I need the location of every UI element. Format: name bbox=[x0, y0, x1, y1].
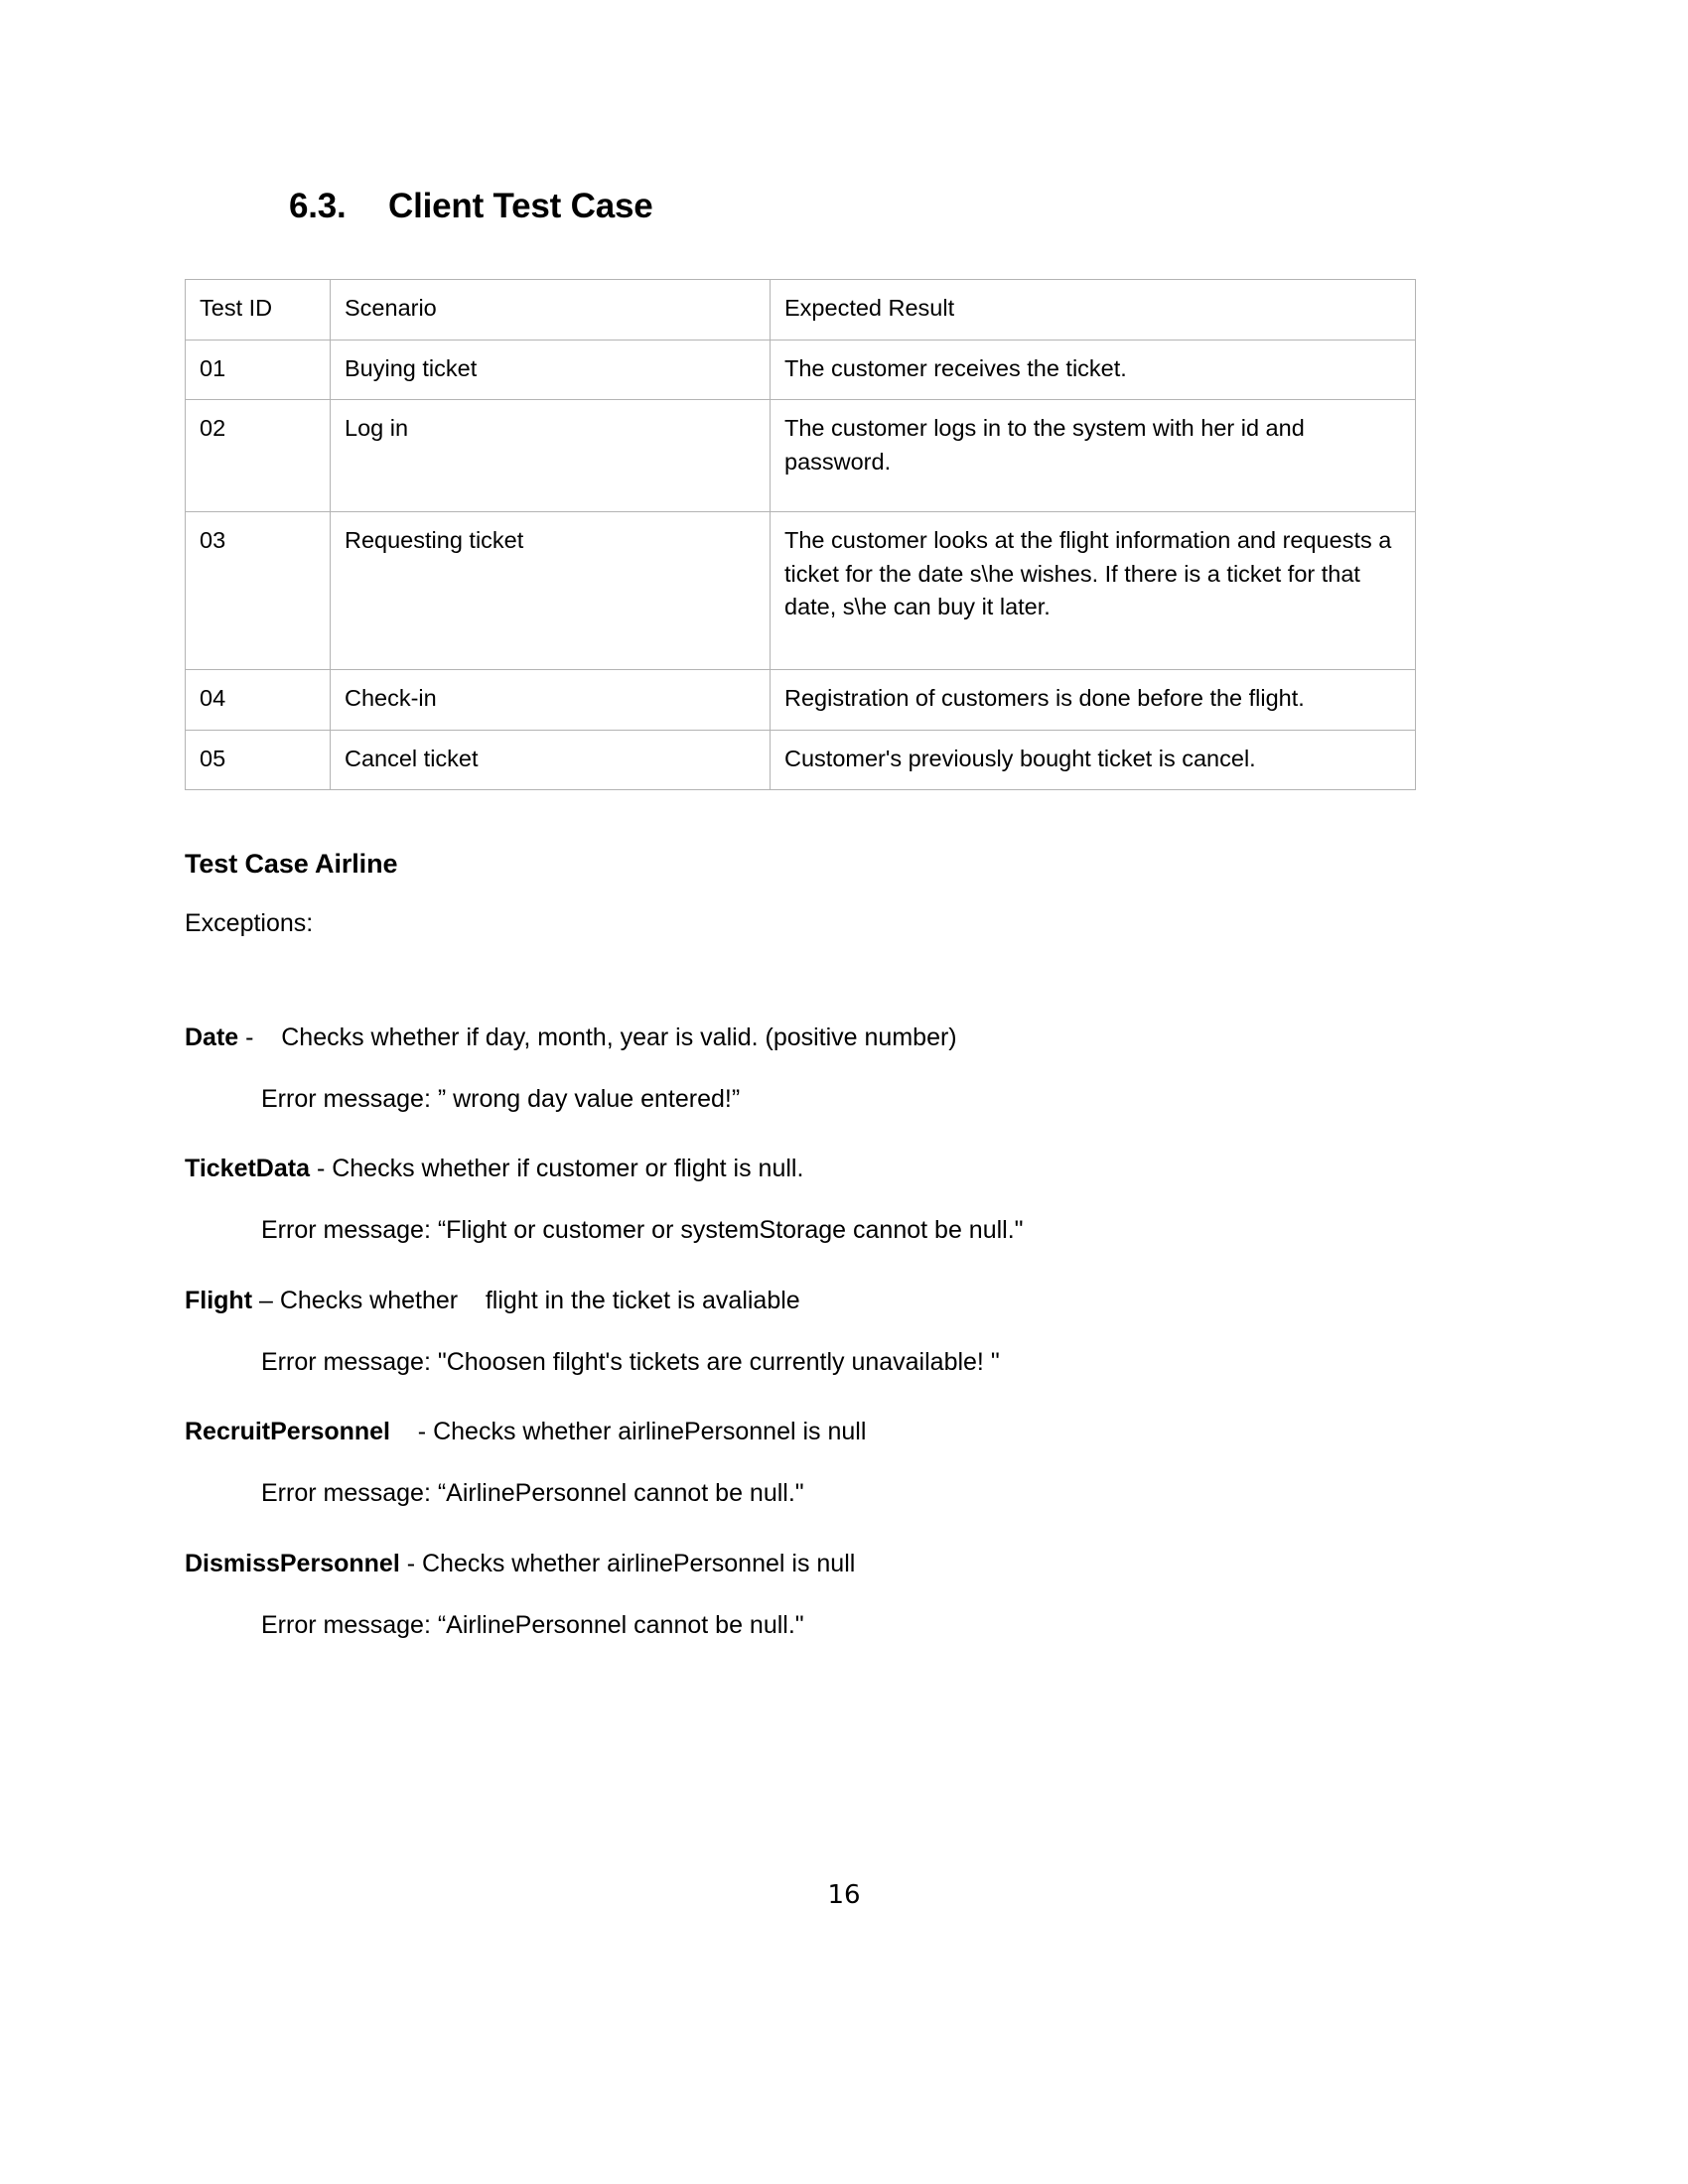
exception-description: Checks whether if day, month, year is valid. (positive number) bbox=[281, 1023, 957, 1051]
error-message-label: Error message: bbox=[261, 1084, 438, 1113]
error-message-text: ” wrong day value entered!” bbox=[437, 1084, 741, 1113]
cell-expected-result: The customer receives the ticket. bbox=[771, 340, 1416, 400]
cell-scenario: Check-in bbox=[331, 670, 771, 731]
exception-error-line bbox=[185, 1186, 1416, 1248]
cell-scenario: Cancel ticket bbox=[331, 730, 771, 790]
column-header-scenario: Scenario bbox=[331, 280, 771, 341]
exception-separator: - bbox=[310, 1155, 333, 1183]
subsection-heading-test-case-airline: Test Case Airline bbox=[185, 849, 398, 880]
exception-name: DismissPersonnel bbox=[185, 1549, 400, 1577]
error-message-text: "Choosen filght's tickets are currently unavailable! " bbox=[437, 1347, 1000, 1376]
error-message-text: “AirlinePersonnel cannot be null." bbox=[437, 1479, 804, 1508]
exception-entry-ticketdata bbox=[185, 1117, 1416, 1249]
error-message-label: Error message: bbox=[261, 1610, 438, 1639]
cell-expected-result: The customer looks at the flight information and requests a ticket for the date s\he wishes. If there is a ticket for that date, s\he can buy it later. bbox=[771, 512, 1416, 670]
table-row bbox=[186, 730, 1416, 790]
table-row bbox=[186, 670, 1416, 731]
cell-test-id: 05 bbox=[186, 730, 331, 790]
exceptions-intro-label: Exceptions: bbox=[185, 909, 314, 938]
cell-scenario: Requesting ticket bbox=[331, 512, 771, 670]
exception-entry-flight bbox=[185, 1249, 1416, 1381]
page-title bbox=[185, 0, 1416, 226]
exception-title-line bbox=[185, 1020, 1416, 1055]
exception-error-line bbox=[185, 1449, 1416, 1511]
exception-separator: – bbox=[252, 1286, 280, 1314]
section-title: Client Test Case bbox=[388, 187, 653, 225]
exception-name: Date bbox=[185, 1023, 239, 1051]
cell-test-id: 04 bbox=[186, 670, 331, 731]
cell-expected-result: Registration of customers is done before the flight. bbox=[771, 670, 1416, 731]
section-number: 6.3. bbox=[289, 187, 347, 225]
exception-separator: - bbox=[399, 1549, 422, 1577]
exception-description: Checks whether flight in the ticket is avaliable bbox=[279, 1286, 800, 1314]
exception-error-line bbox=[185, 1581, 1416, 1643]
exception-error-line bbox=[185, 1318, 1416, 1380]
exception-name: TicketData bbox=[185, 1155, 310, 1183]
cell-expected-result: Customer's previously bought ticket is cancel. bbox=[771, 730, 1416, 790]
exception-description: Checks whether airlinePersonnel is null bbox=[421, 1549, 856, 1577]
column-header-test-id: Test ID bbox=[186, 280, 331, 341]
page-content bbox=[185, 0, 1416, 1643]
exception-title-line bbox=[185, 1380, 1416, 1449]
cell-test-id: 01 bbox=[186, 340, 331, 400]
exception-description: Checks whether if customer or flight is null. bbox=[332, 1155, 804, 1183]
error-message-text: “AirlinePersonnel cannot be null." bbox=[437, 1610, 804, 1639]
client-test-case-table bbox=[185, 279, 1416, 790]
exception-title-line bbox=[185, 1512, 1416, 1581]
cell-expected-result: The customer logs in to the system with her id and password. bbox=[771, 400, 1416, 512]
page-number: 16 bbox=[827, 1880, 861, 1910]
table-row bbox=[186, 340, 1416, 400]
exception-separator: - bbox=[238, 1023, 282, 1051]
error-message-text: “Flight or customer or systemStorage cannot be null." bbox=[437, 1216, 1024, 1245]
exception-description: Checks whether airlinePersonnel is null bbox=[433, 1418, 867, 1446]
exception-error-line bbox=[185, 1055, 1416, 1117]
cell-test-id: 02 bbox=[186, 400, 331, 512]
exception-name: RecruitPersonnel bbox=[185, 1418, 391, 1446]
exception-title-line bbox=[185, 1249, 1416, 1318]
cell-test-id: 03 bbox=[186, 512, 331, 670]
cell-scenario: Log in bbox=[331, 400, 771, 512]
exception-separator: - bbox=[390, 1418, 434, 1446]
table-row bbox=[186, 400, 1416, 512]
error-message-label: Error message: bbox=[261, 1347, 438, 1376]
exception-name: Flight bbox=[185, 1286, 253, 1314]
vertical-spacer bbox=[185, 942, 1416, 1020]
column-header-expected-result: Expected Result bbox=[771, 280, 1416, 341]
exception-title-line bbox=[185, 1117, 1416, 1186]
table-row bbox=[186, 512, 1416, 670]
error-message-label: Error message: bbox=[261, 1216, 438, 1245]
exception-entry-date bbox=[185, 1020, 1416, 1118]
error-message-label: Error message: bbox=[261, 1479, 438, 1508]
exception-entry-dismisspersonnel bbox=[185, 1512, 1416, 1644]
table-header-row bbox=[186, 280, 1416, 341]
exception-entry-recruitpersonnel bbox=[185, 1380, 1416, 1512]
cell-scenario: Buying ticket bbox=[331, 340, 771, 400]
